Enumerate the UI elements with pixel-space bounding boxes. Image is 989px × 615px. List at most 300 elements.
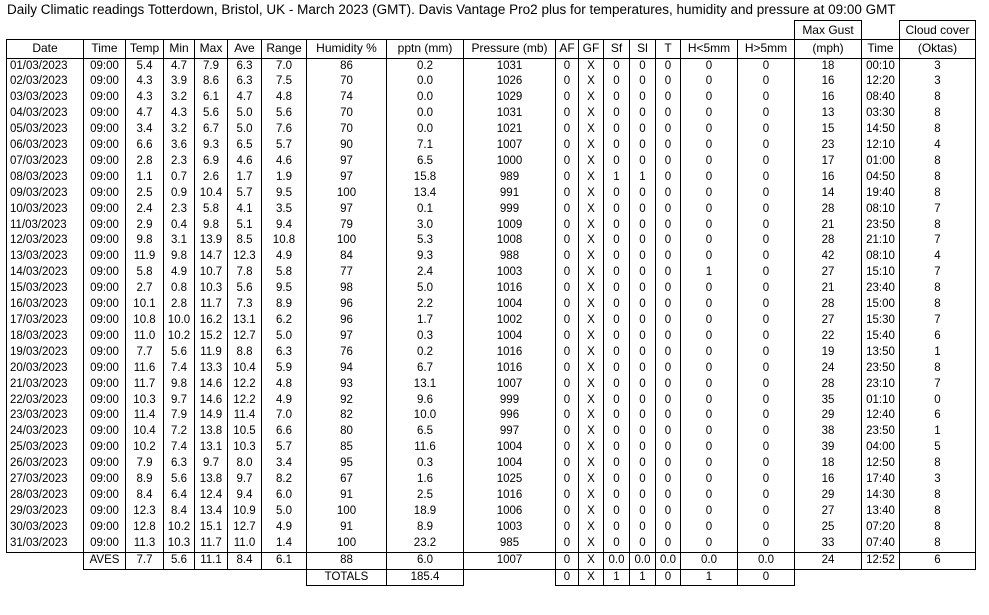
table-cell: 76 [307,345,387,361]
table-cell: 97 [307,329,387,345]
averages-cell: 88 [307,552,387,569]
table-cell: X [579,265,604,281]
table-cell: 0.2 [387,345,464,361]
table-cell: 7.2 [164,424,195,440]
table-row [7,488,976,504]
table-cell: 2.5 [126,186,164,202]
table-cell: 100 [307,233,387,249]
table-cell: 0 [681,74,738,90]
table-cell: 11.4 [228,408,262,424]
table-cell: 19/03/2023 [7,345,84,361]
table-cell: 0.7 [164,170,195,186]
table-cell: 03:30 [862,106,900,122]
table-cell: 10.4 [228,361,262,377]
averages-cell: 0 [556,552,579,569]
table-cell: 4.9 [262,520,307,536]
table-cell: 27 [795,265,862,281]
table-cell: X [579,377,604,393]
table-cell: 2.4 [126,202,164,218]
table-cell: 09:00 [84,202,126,218]
table-cell: 2.2 [387,297,464,313]
table-cell: 9.3 [387,249,464,265]
table-cell: 08:10 [862,249,900,265]
table-cell: 4.7 [164,58,195,74]
table-cell: X [579,249,604,265]
table-cell: 0 [681,281,738,297]
table-cell: 0 [656,249,681,265]
table-cell: 0 [556,313,579,329]
table-cell: 09:00 [84,186,126,202]
table-cell: 6.3 [228,74,262,90]
table-cell: 0 [556,520,579,536]
table-cell: X [579,106,604,122]
table-cell: 93 [307,377,387,393]
table-cell: 1021 [464,122,556,138]
table-cell: 7.9 [164,408,195,424]
table-cell: 7.5 [262,74,307,90]
table-cell: 0 [556,361,579,377]
table-cell: 18.9 [387,504,464,520]
table-cell: 0.8 [164,281,195,297]
table-cell: 97 [307,202,387,218]
table-cell: 7.9 [195,58,228,74]
averages-cell: 0.0 [656,552,681,569]
table-cell: 09:00 [84,472,126,488]
table-cell: 0 [738,297,795,313]
table-cell: 6.7 [195,122,228,138]
table-cell: 09:00 [84,106,126,122]
table-cell: 09:00 [84,361,126,377]
table-row [7,393,976,409]
table-cell: 16.2 [195,313,228,329]
table-cell: 12.3 [126,504,164,520]
totals-row [7,569,976,586]
column-header: Ave [228,40,262,59]
table-cell: 11.0 [126,329,164,345]
table-cell: 0 [656,345,681,361]
table-cell: 0 [738,186,795,202]
table-cell: 0 [656,393,681,409]
totals-cell: 1 [630,569,656,586]
table-cell: 0 [630,281,656,297]
table-cell: 1000 [464,154,556,170]
table-cell: 3.2 [164,122,195,138]
column-header: Range [262,40,307,59]
table-cell: 1 [900,345,976,361]
table-cell: 13:40 [862,504,900,520]
table-cell: 08:40 [862,90,900,106]
table-cell: 9.8 [164,249,195,265]
table-cell: 09:00 [84,154,126,170]
table-cell: 5.4 [126,58,164,74]
table-cell: X [579,281,604,297]
table-cell: 0 [604,154,630,170]
table-cell: 84 [307,249,387,265]
table-cell: 09:00 [84,170,126,186]
table-cell: 5.8 [126,265,164,281]
table-cell: 6.5 [387,424,464,440]
table-cell: 09:00 [84,265,126,281]
averages-row [7,552,976,569]
table-cell: 17 [795,154,862,170]
table-cell: 7 [900,265,976,281]
column-header: Humidity % [307,40,387,59]
table-cell: 8.4 [164,504,195,520]
table-cell: 24 [795,361,862,377]
table-cell: 2.8 [126,154,164,170]
table-cell: 0 [556,329,579,345]
table-row [7,154,976,170]
table-cell: 0 [630,154,656,170]
table-cell: 12.2 [228,393,262,409]
table-cell: 13 [795,106,862,122]
table-cell: 11.3 [126,536,164,552]
table-cell: 996 [464,408,556,424]
table-cell: 10.4 [195,186,228,202]
table-row [7,345,976,361]
table-cell: X [579,233,604,249]
table-cell: 0 [604,138,630,154]
table-cell: 0 [556,170,579,186]
table-cell: 0 [656,536,681,552]
table-cell: 9.7 [164,393,195,409]
table-cell: 4.8 [262,377,307,393]
table-cell: 0 [656,58,681,74]
table-cell: 3.5 [262,202,307,218]
table-cell: 14:30 [862,488,900,504]
table-cell: 21 [795,218,862,234]
table-cell: 0.1 [387,202,464,218]
table-cell: 0 [681,202,738,218]
table-cell: 0 [656,329,681,345]
table-cell: 10.3 [195,281,228,297]
table-cell: 07:20 [862,520,900,536]
column-header: H>5mm [738,40,795,59]
table-cell: 5.1 [228,218,262,234]
table-cell: 10.7 [195,265,228,281]
table-cell: 0 [604,377,630,393]
table-cell: 0 [681,106,738,122]
table-cell: 0 [656,90,681,106]
table-cell: 21 [795,281,862,297]
table-cell: 96 [307,297,387,313]
column-header: Max [195,40,228,59]
column-header: Sf [604,40,630,59]
table-cell: 27 [795,313,862,329]
table-cell: 0 [630,186,656,202]
table-cell: 11.9 [195,345,228,361]
table-cell: 1003 [464,265,556,281]
table-cell: 13.4 [195,504,228,520]
table-cell: 04/03/2023 [7,106,84,122]
table-cell: 18 [795,456,862,472]
table-cell: 0 [630,265,656,281]
table-cell: 1.6 [387,472,464,488]
table-cell: 9.5 [262,186,307,202]
table-cell: 0.3 [387,329,464,345]
table-cell: 4.6 [228,154,262,170]
column-header: GF [579,40,604,59]
column-header: (mph) [795,40,862,59]
table-cell: 0 [630,233,656,249]
table-cell: 0 [630,297,656,313]
column-header: pptn (mm) [387,40,464,59]
table-cell: 09:00 [84,377,126,393]
table-cell: 0 [656,186,681,202]
table-cell: 02/03/2023 [7,74,84,90]
table-cell: 4.3 [126,74,164,90]
column-header: Sl [630,40,656,59]
table-cell: 11.9 [126,249,164,265]
table-cell: 7.4 [164,440,195,456]
table-cell: 0.0 [387,106,464,122]
totals-cell: 1 [681,569,738,586]
table-cell: 0 [604,122,630,138]
table-cell: 2.8 [164,297,195,313]
table-cell: 7.1 [387,138,464,154]
table-cell: 3.9 [164,74,195,90]
climate-table [6,20,976,586]
table-cell: 0 [556,504,579,520]
table-cell: 3.2 [164,90,195,106]
table-cell: 1003 [464,520,556,536]
table-cell: 09:00 [84,249,126,265]
table-cell: 3.4 [126,122,164,138]
table-cell: 14.6 [195,377,228,393]
table-cell: 6 [900,408,976,424]
table-cell: 10.3 [126,393,164,409]
table-cell: 0 [656,520,681,536]
table-cell: 23 [795,138,862,154]
table-cell: 0 [630,520,656,536]
table-row [7,472,976,488]
table-cell: 0 [681,440,738,456]
table-cell: 0 [630,408,656,424]
table-cell: X [579,345,604,361]
table-row [7,122,976,138]
table-cell: 15:40 [862,329,900,345]
averages-cell: X [579,552,604,569]
totals-empty [195,569,228,586]
totals-empty [228,569,262,586]
table-row [7,313,976,329]
table-cell: 09:00 [84,313,126,329]
table-cell: 0 [630,249,656,265]
table-cell: 100 [307,186,387,202]
table-cell: 0 [604,424,630,440]
table-cell: 0 [681,58,738,74]
table-cell: 7.0 [262,408,307,424]
table-cell: 09:00 [84,329,126,345]
table-cell: 1 [681,265,738,281]
table-cell: 74 [307,90,387,106]
table-cell: 4.9 [262,393,307,409]
table-cell: 6.6 [126,138,164,154]
table-cell: 09:00 [84,138,126,154]
table-cell: 70 [307,106,387,122]
table-cell: 6.3 [164,456,195,472]
table-cell: 86 [307,58,387,74]
totals-empty [464,569,556,586]
totals-empty [862,569,900,586]
table-cell: 0 [630,138,656,154]
table-cell: 0 [681,122,738,138]
table-cell: 0 [556,424,579,440]
totals-empty [795,569,862,586]
table-cell: 0 [556,122,579,138]
table-cell: 6.3 [262,345,307,361]
table-cell: 0 [681,408,738,424]
table-cell: 0 [556,281,579,297]
table-cell: 7 [900,202,976,218]
table-cell: 0 [738,329,795,345]
table-cell: X [579,488,604,504]
table-cell: 0.4 [164,218,195,234]
averages-cell: 5.6 [164,552,195,569]
table-cell: 6.0 [262,488,307,504]
table-cell: 2.9 [126,218,164,234]
table-cell: 97 [307,154,387,170]
table-cell: 5.7 [262,440,307,456]
table-cell: 17:40 [862,472,900,488]
table-cell: 100 [307,504,387,520]
table-cell: 1 [604,170,630,186]
table-cell: X [579,408,604,424]
table-cell: 26/03/2023 [7,456,84,472]
table-cell: 988 [464,249,556,265]
table-cell: 0 [681,424,738,440]
column-header: Time [862,40,900,59]
table-cell: 0 [556,377,579,393]
table-cell: 0 [630,377,656,393]
averages-cell [7,552,84,569]
table-cell: 11/03/2023 [7,218,84,234]
table-cell: 0 [556,265,579,281]
table-cell: 2.5 [387,488,464,504]
table-cell: 0.9 [164,186,195,202]
table-cell: 991 [464,186,556,202]
table-cell: 0 [630,90,656,106]
table-cell: 0 [604,393,630,409]
table-cell: 8 [900,297,976,313]
table-cell: 19 [795,345,862,361]
table-cell: X [579,74,604,90]
totals-cell: 0 [556,569,579,586]
table-cell: 15.8 [387,170,464,186]
table-cell: 0 [604,329,630,345]
table-cell: 100 [307,536,387,552]
table-cell: 18 [795,58,862,74]
table-cell: 0 [630,440,656,456]
table-cell: 0 [630,488,656,504]
table-cell: 0 [738,170,795,186]
table-cell: 23:40 [862,281,900,297]
table-cell: X [579,313,604,329]
table-cell: 22/03/2023 [7,393,84,409]
table-cell: 21/03/2023 [7,377,84,393]
table-cell: 4 [900,249,976,265]
column-header: Min [164,40,195,59]
table-cell: X [579,440,604,456]
column-header: Temp [126,40,164,59]
table-cell: 38 [795,424,862,440]
table-cell: 09:00 [84,408,126,424]
table-cell: 09:00 [84,440,126,456]
table-cell: 0 [556,393,579,409]
table-cell: 35 [795,393,862,409]
table-cell: 14.6 [195,393,228,409]
column-header: Date [7,40,84,59]
totals-cell: 0 [738,569,795,586]
table-cell: 30/03/2023 [7,520,84,536]
table-cell: 6.5 [228,138,262,154]
table-cell: 0 [738,361,795,377]
table-cell: 0 [604,345,630,361]
totals-empty [262,569,307,586]
table-cell: 0 [556,488,579,504]
table-cell: 15:10 [862,265,900,281]
table-cell: 6.4 [164,488,195,504]
table-cell: 7.3 [228,297,262,313]
table-cell: 1029 [464,90,556,106]
table-cell: 3 [900,472,976,488]
table-cell: 09/03/2023 [7,186,84,202]
table-cell: 11.4 [126,408,164,424]
table-cell: 91 [307,520,387,536]
table-cell: 09:00 [84,456,126,472]
table-row [7,536,976,552]
averages-cell: 0.0 [604,552,630,569]
table-cell: 999 [464,393,556,409]
table-cell: 28 [795,377,862,393]
table-row [7,456,976,472]
table-cell: 5.8 [195,202,228,218]
table-cell: 13.1 [228,313,262,329]
table-cell: 42 [795,249,862,265]
header-row [7,40,976,59]
table-cell: 0 [656,138,681,154]
table-cell: 27 [795,504,862,520]
table-cell: 08/03/2023 [7,170,84,186]
table-cell: 1 [630,170,656,186]
table-cell: 01:00 [862,154,900,170]
table-cell: 1016 [464,345,556,361]
table-cell: 7.6 [262,122,307,138]
table-cell: 96 [307,313,387,329]
table-cell: 33 [795,536,862,552]
column-header: T [656,40,681,59]
table-cell: 1.4 [262,536,307,552]
table-cell: 0 [604,504,630,520]
table-cell: 16 [795,74,862,90]
table-cell: 09:00 [84,488,126,504]
averages-cell: 0.0 [738,552,795,569]
table-cell: 0 [681,377,738,393]
table-cell: 0 [681,297,738,313]
table-cell: 06/03/2023 [7,138,84,154]
table-row [7,281,976,297]
table-cell: 10.0 [164,313,195,329]
table-cell: 1016 [464,281,556,297]
table-cell: 23:50 [862,424,900,440]
table-cell: 90 [307,138,387,154]
table-cell: 2.4 [387,265,464,281]
table-cell: 10.9 [228,504,262,520]
table-cell: 09:00 [84,58,126,74]
table-cell: 09:00 [84,233,126,249]
column-header: Pressure (mb) [464,40,556,59]
table-cell: 2.3 [164,202,195,218]
